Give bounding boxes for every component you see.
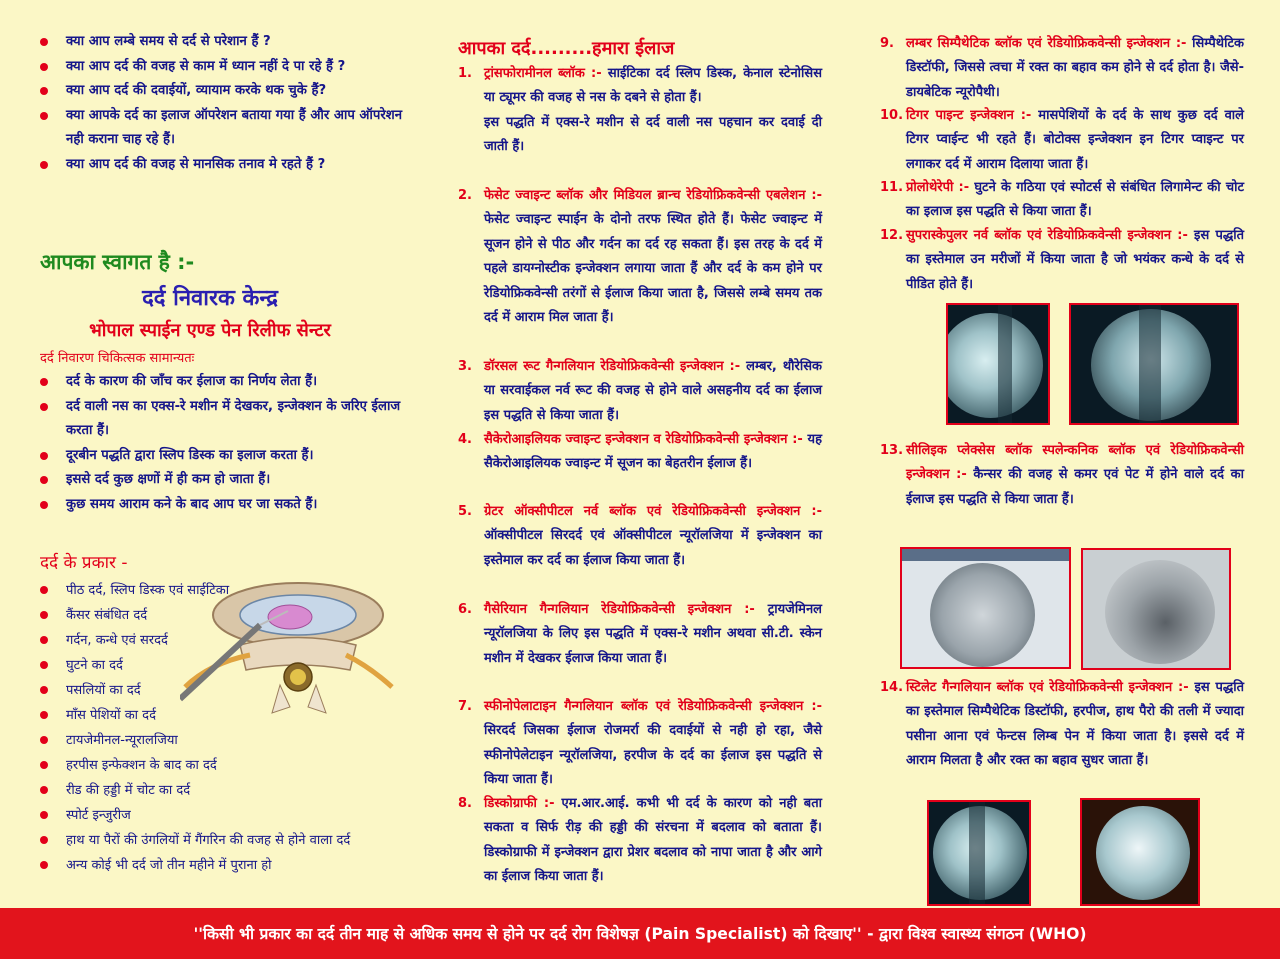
xray-image — [946, 303, 1050, 425]
treatment-item: 9. लम्बर सिम्पैथेटिक ब्लॉक एवं रेडियोफ्रिकवेन्सी इन्जेक्शन :- सिम्पैथेटिक डिस्टॉफी, जिससे त्वचा में रक्त का बहाव कम होने से दर्द होता है। जैसे-डायबेटिक न्यूरोपैथी। — [880, 36, 1244, 100]
xray-image — [927, 800, 1031, 906]
xray-image — [900, 547, 1071, 669]
treatment-item: 4. सैकेरोआइलियक ज्वाइन्ट इन्जेक्शन व रेडियोफ्रिकवेन्सी इन्जेक्शन :- यह सैकेरोआइलियक ज्वाइन्ट में सूजन का बेहतरीन ईलाज हैं। — [458, 432, 822, 472]
treatment-item: 2. फेसेट ज्वाइन्ट ब्लॉक और मिडियल ब्रान्च रेडियोफ्रिकवेन्सी एबलेशन :- फेसेट ज्वाइन्ट स्पाईन के दोनो तरफ स्थित होते हैं। फेसेट ज्वाइन्ट में सूजन होने से पीठ और गर्दन का दर्द रह सकता हैं। इस तरह के दर्द में पहले डायग्नोस्टीक इन्जेक्शन लगाया जाता हैं और दर्द के कम होने पर रेडियोफ्रिकवेन्सी तरंगों से ईलाज किया जाता है, जिससे लम्बे समय तक दर्द में आराम मिल जाता हैं। — [458, 188, 822, 326]
list-item: क्या आपके दर्द का इलाज ऑपरेशन बताया गया हैं और आप ऑपरेशन नही कराना चाह रहे हैं। — [38, 104, 408, 153]
list-item: माँस पेशियों का दर्द — [38, 703, 408, 728]
xray-image — [1081, 548, 1231, 670]
welcome-heading: आपका स्वागत है :- — [40, 250, 195, 274]
xray-image — [1069, 303, 1239, 425]
list-item: पसलियों का दर्द — [38, 678, 408, 703]
doctor-intro: दर्द निवारण चिकित्सक सामान्यतः — [40, 351, 195, 366]
list-item: कैंसर संबंधित दर्द — [38, 603, 408, 628]
list-item: हाथ या पैरों की उंगलियों में गैंगरिन की वजह से होने वाला दर्द — [38, 828, 408, 853]
list-item: दर्द के कारण की जाँच कर ईलाज का निर्णय लेता हैं। — [38, 370, 408, 395]
list-item: दर्द वाली नस का एक्स-रे मशीन में देखकर, इन्जेक्शन के जरिए ईलाज करता हैं। — [38, 395, 408, 444]
center-subtitle: भोपाल स्पाईन एण्ड पेन रिलीफ सेन्टर — [89, 320, 331, 341]
treatment-item: 3. डॉरसल रूट गैन्गलियान रेडियोफ्रिकवेन्सी इन्जेक्शन :- लम्बर, थौरेसिक या सरवाईकल नर्व रूट की वजह से होने वाले असहनीय दर्द का ईलाज इस पद्धति से किया जाता हैं। — [458, 359, 822, 423]
list-item: रीड की हड्डी में चोट का दर्द — [38, 778, 408, 803]
treatment-item: 1. ट्रांसफोरामीनल ब्लॉक :- साईटिका दर्द स्लिप डिस्क, केनाल स्टेनोसिस या ट्यूमर की वजह से नस के दबने से होता हैं। इस पद्धति में एक्स-रे मशीन से दर्द वाली नस पहचान कर दवाई दी जाती हैं। — [458, 66, 822, 155]
treatment-item: 5. ग्रेटर ऑक्सीपीटल नर्व ब्लॉक एवं रेडियोफ्रिकवेन्सी इन्जेक्शन :- ऑक्सीपीटल सिरदर्द एवं ऑक्सीपीटल न्यूरॉलजिया में इन्जेक्शन का इस्तेमाल कर दर्द का ईलाज किया जाता हैं। — [458, 504, 822, 568]
list-item: स्पोर्ट इन्जुरीज — [38, 803, 408, 828]
list-item: इससे दर्द कुछ क्षणों में ही कम हो जाता हैं। — [38, 468, 408, 493]
list-item: पीठ दर्द, स्लिप डिस्क एवं साईटिका — [38, 578, 408, 603]
spine-illustration — [180, 575, 395, 715]
doctor-points-list — [38, 370, 408, 518]
list-item: क्या आप दर्द की वजह से मानसिक तनाव मे रहते हैं ? — [38, 153, 408, 178]
pain-types-title: दर्द के प्रकार - — [40, 553, 128, 573]
list-item: हरपीस इन्फेक्शन के बाद का दर्द — [38, 753, 408, 778]
treatment-item: 13. सीलिइक प्लेक्सेस ब्लॉक स्पलेन्कनिक ब्लॉक एवं रेडियोफ्रिकवेन्सी इन्जेक्शन :- कैन्सर की वजह से कमर एवं पेट में होने वाले दर्द का ईलाज इस पद्धति से किया जाता हैं। — [880, 443, 1244, 507]
treatment-item: 14. स्टिलेट गैन्गलियान ब्लॉक एवं रेडियोफ्रिकवेन्सी इन्जेक्शन :- इस पद्धति का इस्तेमाल सिम्पैथेटिक डिस्टॉफी, हरपीज, हाथ पैरो की तली में ज्यादा पसीना आना एवं फेन्टस लिम्ब पेन में किया जाता है। इससे दर्द में आराम मिलता है और रक्त का बहाव सुधर जाता हैं। — [880, 680, 1244, 769]
list-item: घुटने का दर्द — [38, 653, 408, 678]
list-item: कुछ समय आराम कने के बाद आप घर जा सकते हैं। — [38, 493, 408, 518]
treatment-item: 7. स्फीनोपेलाटाइन गैन्गलियान ब्लॉक एवं रेडियोफ्रिकवेन्सी इन्जेक्शन :- सिरदर्द जिसका ईलाज रोजमर्रा की दवाईयों से नही हो रहा, जैसे स्फीनोपेलेटाइन न्यूरॉलजिया, हरपीज के दर्द का ईलाज इस पद्धति से किया जाता हैं। — [458, 699, 822, 788]
list-item: गर्दन, कन्धे एवं सरदर्द — [38, 628, 408, 653]
list-item: दूरबीन पद्धति द्वारा स्लिप डिस्क का इलाज करता हैं। — [38, 444, 408, 469]
list-item: क्या आप दर्द की दवाईयों, व्यायाम करके थक चुके हैं? — [38, 79, 408, 104]
treatment-item: 10. टिगर पाइन्ट इन्जेक्शन :- मासपेशियों के दर्द के साथ कुछ दर्द वाले टिगर प्वाईन्ट भी रहते हैं। बोटोक्स इन्जेक्शन इन टिगर प्वाइन्ट पर लगाकर दर्द में आराम दिलाया जाता हैं। — [880, 108, 1244, 172]
question-list — [38, 30, 408, 178]
list-item: क्या आप लम्बे समय से दर्द से परेशान हैं ? — [38, 30, 408, 55]
treatment-item: 12. सुपरास्केपुलर नर्व ब्लॉक एवं रेडियोफ्रिकवेन्सी इन्जेक्शन :- इस पद्धति का इस्तेमाल उन मरीजों में किया जाता है जो भयंकर कन्धे के दर्द से पीडित होते हैं। — [880, 228, 1244, 292]
center-name: दर्द निवारक केन्द्र — [142, 286, 278, 311]
footer-banner — [0, 908, 1280, 959]
list-item: क्या आप दर्द की वजह से काम में ध्यान नहीं दे पा रहे हैं ? — [38, 55, 408, 80]
list-item: टायजेमीनल-न्यूरालजिया — [38, 728, 408, 753]
treatment-item: 8. डिस्कोग्राफी :- एम.आर.आई. कभी भी दर्द के कारण को नही बता सकता व सिर्फ रीड़ की हड्डी की संरचना में बदलाव को बताता हैं। डिस्कोग्राफी में इन्जेक्शन द्वारा प्रेशर बदलाव को नापा जाता है और आगे का ईलाज किया जाता हैं। — [458, 796, 822, 885]
treatment-item: 11. प्रोलोथेरेपी :- घुटने के गठिया एवं स्पोटर्स से संबंधित लिगामेन्ट की चोट का इलाज इस पद्धति से किया जाता हैं। — [880, 180, 1244, 220]
list-item: अन्य कोई भी दर्द जो तीन महीने में पुराना हो — [38, 853, 408, 878]
treatment-item: 6. गैसेरियान गैन्गलियान रेडियोफ्रिकवेन्सी इन्जेक्शन :- ट्रायजेमिनल न्यूरॉलजिया के लिए इस पद्धति में एक्स-रे मशीन अथवा सी.टी. स्केन मशीन में देखकर ईलाज किया जाता हैं। — [458, 602, 822, 666]
xray-image — [1080, 798, 1200, 906]
treatment-column-title: आपका दर्द.........हमारा ईलाज — [458, 38, 675, 59]
footer-quote: ''किसी भी प्रकार का दर्द तीन माह से अधिक समय से होने पर दर्द रोग विशेषज्ञ (Pain Specialist) को दिखाए'' - द्वारा विश्व स्वास्थ्य संगठन (WHO) — [193, 925, 1087, 943]
